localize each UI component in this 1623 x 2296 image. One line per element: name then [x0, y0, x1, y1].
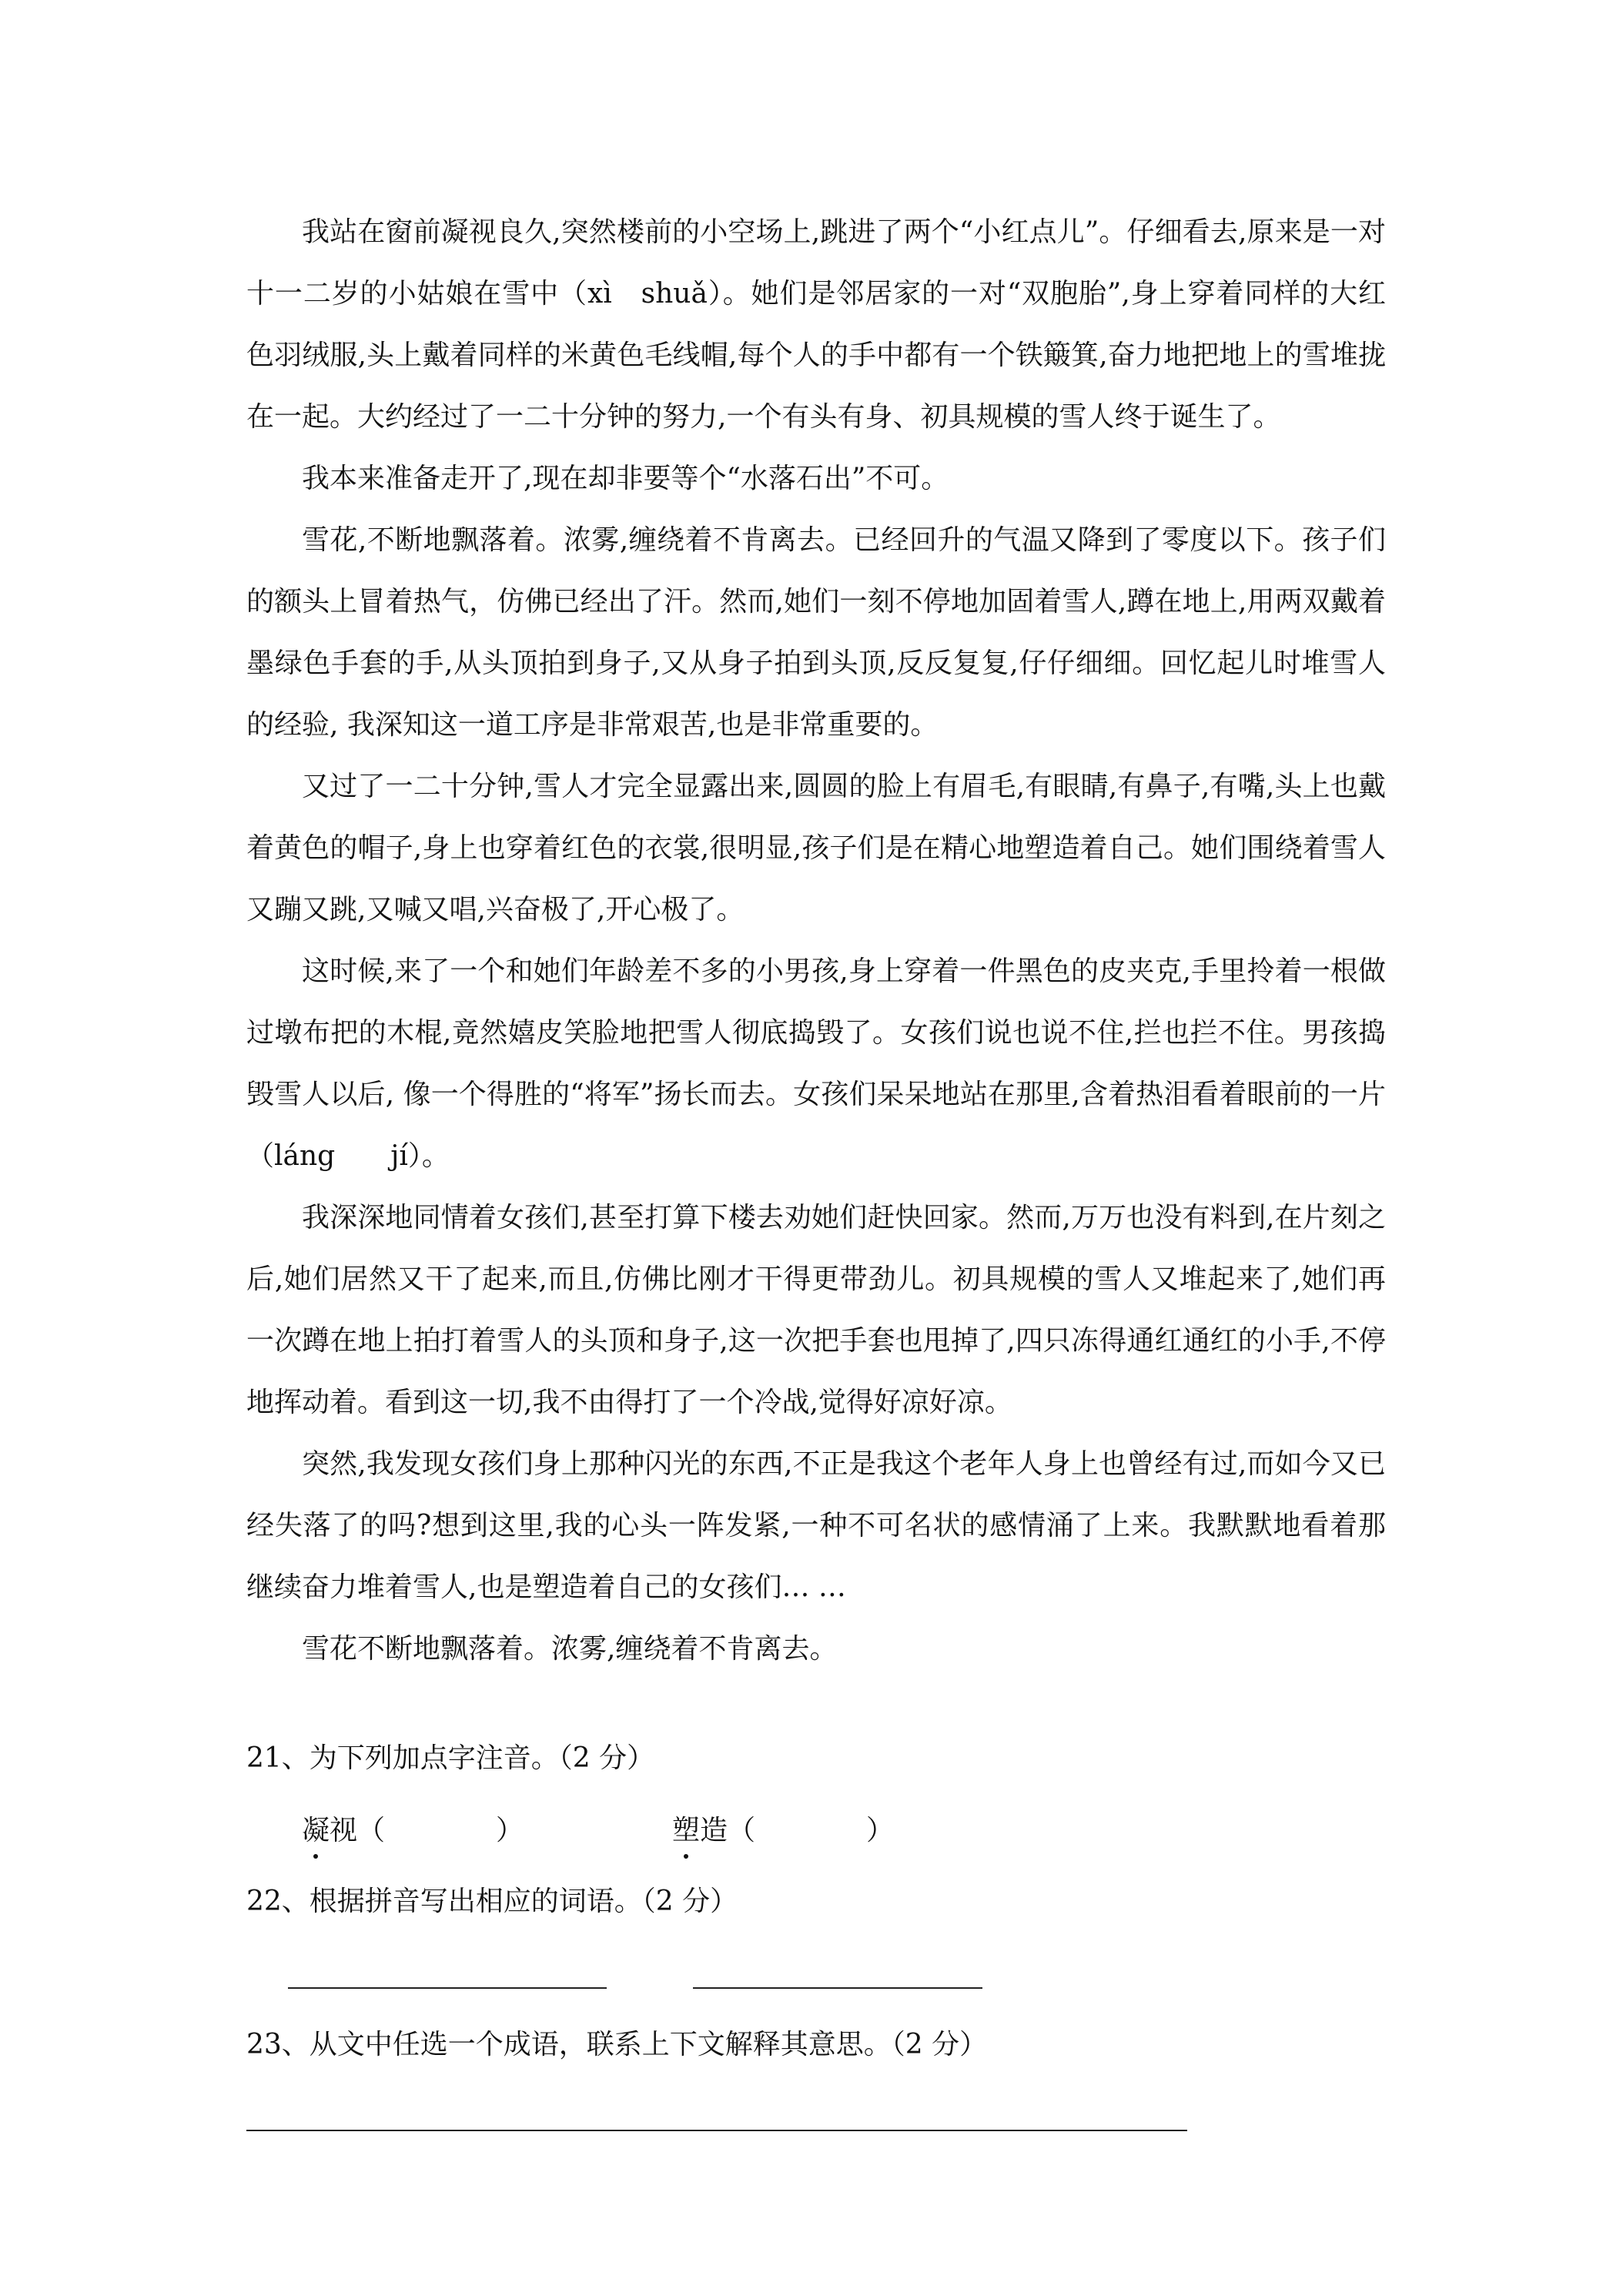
question-23-prompt: 23、从文中任选一个成语，联系上下文解释其意思。（2 分） — [246, 2029, 988, 2060]
paragraph-6: 我深深地同情着女孩们,甚至打算下楼去劝她们赶快回家。然而,万万也没有料到,在片刻之后,她们居然又干了起来,而且,仿佛比刚才干得更带劲儿。初具规模的雪人又堆起来了,她们再一次蹲在地上拍打着雪人的头顶和身子,这一次把手套也甩掉了,四只冻得通红通红的小手,不停地挥动着。看到这一切,我不由得打了一个冷战,觉得好凉好凉。 — [246, 1202, 1386, 1418]
pinyin-item-2 — [672, 1815, 894, 1846]
pinyin-item-1 — [302, 1815, 524, 1846]
dotted-char-1: 凝 — [302, 1808, 330, 1854]
answer-blank-22b[interactable] — [693, 1987, 982, 1989]
paragraph-5: 这时候,来了一个和她们年龄差不多的小男孩,身上穿着一件黑色的皮夹克,手里拎着一根做过墩布把的木棍,竟然嬉皮笑脸地把雪人彻底捣毁了。女孩们说也说不住,拦也拦不住。男孩捣毁雪人以后, 像一个得胜的“将军”扬长而去。女孩们呆呆地站在那里,含着热泪看着眼前的一片（láng jí）。 — [246, 956, 1386, 1172]
paragraph-7: 突然,我发现女孩们身上那种闪光的东西,不正是我这个老年人身上也曾经有过,而如今又已经失落了的吗?想到这里,我的心头一阵发紧,一种不可名状的感情涌了上来。我默默地看着那继续奋力堆着雪人,也是塑造着自己的女孩们… … — [246, 1448, 1386, 1603]
paragraph-1: 我站在窗前凝视良久,突然楼前的小空场上,跳进了两个“小红点儿”。仔细看去,原来是一对十一二岁的小姑娘在雪中（xì shuǎ）。她们是邻居家的一对“双胞胎”,身上穿着同样的大红色羽绒服,头上戴着同样的米黄色毛线帽,每个人的手中都有一个铁簸箕,奋力地把地上的雪堆拢在一起。大约经过了一二十分钟的努力,一个有头有身、初具规模的雪人终于诞生了。 — [246, 216, 1386, 433]
question-21-prompt: 21、为下列加点字注音。（2 分） — [246, 1742, 655, 1774]
reading-passage — [246, 202, 1386, 1680]
dotted-char-2: 塑 — [672, 1808, 700, 1854]
paragraph-8: 雪花不断地飘落着。浓雾,缠绕着不肯离去。 — [302, 1633, 838, 1665]
paragraph-4: 又过了一二十分钟,雪人才完全显露出来,圆圆的脸上有眉毛,有眼睛,有鼻子,有嘴,头上也戴着黄色的帽子,身上也穿着红色的衣裳,很明显,孩子们是在精心地塑造着自己。她们围绕着雪人又蹦又跳,又喊又唱,兴奋极了,开心极了。 — [246, 771, 1386, 925]
answer-blank-23[interactable] — [246, 2130, 1187, 2131]
pinyin-item-1-rest: 视（ ） — [330, 1815, 524, 1846]
answer-blank-22a[interactable] — [288, 1987, 607, 1989]
pinyin-item-2-rest: 造（ ） — [699, 1815, 894, 1846]
question-22-prompt: 22、根据拼音写出相应的词语。（2 分） — [246, 1886, 738, 1917]
paragraph-3: 雪花,不断地飘落着。浓雾,缠绕着不肯离去。已经回升的气温又降到了零度以下。孩子们的额头上冒着热气，仿佛已经出了汗。然而,她们一刻不停地加固着雪人,蹲在地上,用两双戴着墨绿色手套的手,从头顶拍到身子,又从身子拍到头顶,反反复复,仔仔细细。回忆起儿时堆雪人的经验, 我深知这一道工序是非常艰苦,也是非常重要的。 — [246, 524, 1386, 741]
paragraph-2: 我本来准备走开了,现在却非要等个“水落石出”不可。 — [302, 463, 949, 494]
question-21-items — [302, 1808, 894, 1854]
